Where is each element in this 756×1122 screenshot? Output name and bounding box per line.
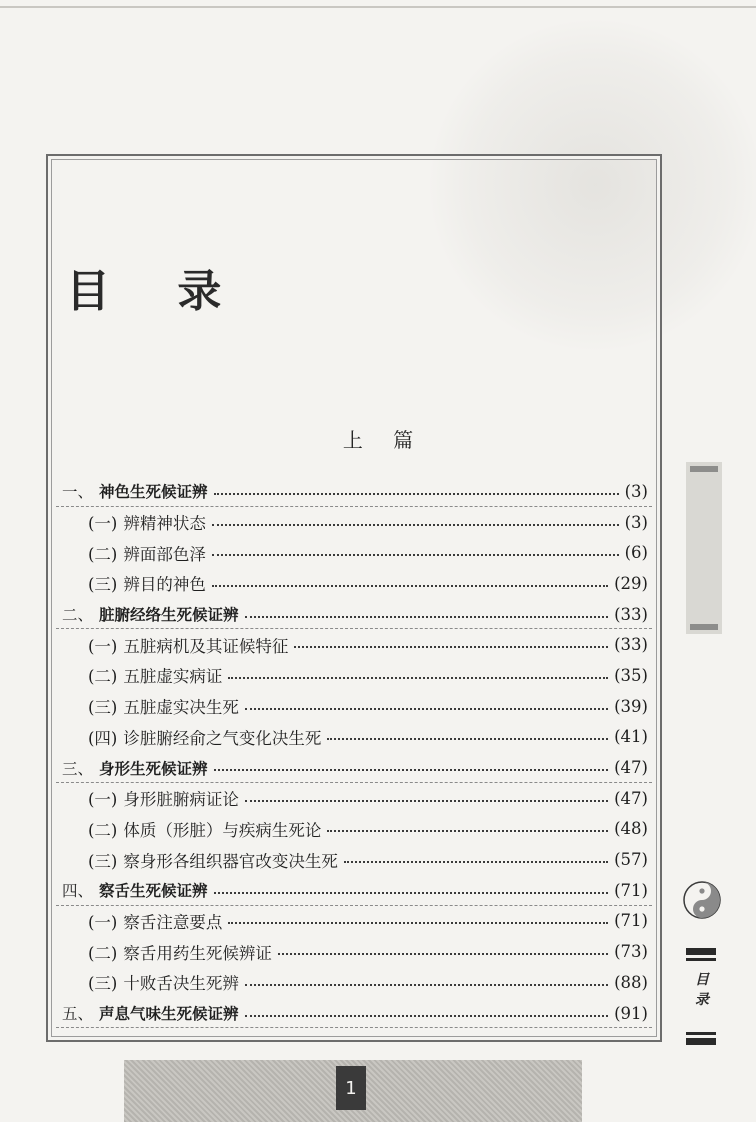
- toc-entry-number: 一、: [62, 483, 94, 502]
- toc-entry-label: [88, 786, 239, 810]
- toc-entry-text: 诊脏腑经俞之气变化决生死: [123, 728, 322, 748]
- toc-entry-text: 身形生死候证辨: [99, 759, 208, 778]
- toc-chapter-row[interactable]: [62, 875, 648, 906]
- toc-entry-label: [62, 1002, 239, 1024]
- toc-subsection-row[interactable]: [62, 691, 648, 722]
- toc-page-number: (71): [614, 911, 648, 931]
- section-heading-left: 上: [342, 428, 363, 452]
- toc-entry-text: 辨目的神色: [123, 575, 206, 595]
- toc-subsection-row[interactable]: [62, 568, 648, 599]
- toc-entry-number: 五、: [62, 1005, 94, 1024]
- toc-subsection-row[interactable]: [62, 814, 648, 845]
- toc-entry-label: [88, 817, 321, 841]
- toc-entry-text: 体质（形脏）与疾病生死论: [123, 820, 322, 840]
- toc-page-number: (29): [614, 573, 648, 593]
- toc-subsection-row[interactable]: [62, 537, 648, 568]
- toc-subsection-row[interactable]: [62, 660, 648, 691]
- toc-entry-label: [88, 909, 222, 933]
- page-number: 1: [336, 1066, 366, 1110]
- toc-subsection-row[interactable]: [62, 967, 648, 998]
- toc-page-number: (39): [614, 696, 648, 716]
- toc-entry-label: [88, 510, 206, 534]
- toc-chapter-row[interactable]: [62, 599, 648, 630]
- toc-dot-leader: [214, 768, 609, 771]
- taiji-icon: [682, 880, 722, 920]
- toc-subsection-row[interactable]: [62, 722, 648, 753]
- toc-entry-label: [88, 725, 321, 749]
- toc-entry-label: [88, 970, 239, 994]
- side-label: 目录: [695, 972, 709, 1008]
- toc-entry-label: [88, 571, 206, 595]
- toc-entry-number: (二): [88, 544, 118, 564]
- toc-dot-leader: [212, 584, 608, 587]
- toc-entry-number: (三): [88, 851, 118, 871]
- toc-entry-text: 脏腑经络生死候证辨: [99, 606, 239, 625]
- toc-entry-label: [62, 603, 239, 625]
- toc-dot-leader: [212, 553, 619, 556]
- toc-page-number: (47): [614, 758, 648, 778]
- top-edge-rule: [0, 6, 756, 8]
- toc-entry-number: (二): [88, 820, 118, 840]
- toc-entry-text: 五脏病机及其证候特征: [123, 636, 289, 656]
- toc-page-number: (33): [614, 604, 648, 624]
- toc-chapter-row[interactable]: [62, 476, 648, 507]
- toc-entry-label: [62, 879, 208, 901]
- toc-dot-leader: [327, 737, 608, 740]
- toc-entry-number: (一): [88, 912, 118, 932]
- toc-entry-text: 神色生死候证辨: [99, 483, 208, 502]
- toc-dot-leader: [228, 921, 608, 924]
- toc-dot-leader: [245, 707, 608, 710]
- toc-subsection-row[interactable]: [62, 936, 648, 967]
- side-bar-bottom: [686, 1038, 716, 1045]
- toc-entry-number: 三、: [62, 759, 94, 778]
- toc-dot-leader: [327, 829, 608, 832]
- toc-entry-text: 五脏虚实病证: [123, 667, 223, 687]
- toc-entry-text: 辨精神状态: [123, 514, 206, 534]
- toc-page-number: (48): [614, 819, 648, 839]
- toc-subsection-row[interactable]: [62, 507, 648, 538]
- toc-dot-leader: [214, 891, 609, 894]
- toc-dot-leader: [344, 860, 608, 863]
- section-heading-right: 篇: [393, 428, 414, 452]
- toc-entry-text: 察舌生死候证辨: [99, 882, 208, 901]
- toc-dot-leader: [278, 952, 608, 955]
- toc-subsection-row[interactable]: [62, 629, 648, 660]
- toc-entry-label: [88, 541, 206, 565]
- toc-entry-text: 五脏虚实决生死: [123, 698, 239, 718]
- toc-chapter-row[interactable]: [62, 998, 648, 1029]
- toc-dot-leader: [245, 1014, 609, 1017]
- toc-subsection-row[interactable]: [62, 906, 648, 937]
- toc-dot-leader: [214, 492, 619, 495]
- toc-chapter-row[interactable]: [62, 752, 648, 783]
- toc-subsection-row[interactable]: [62, 844, 648, 875]
- side-bar-top-thin: [686, 958, 716, 961]
- toc-entry-text: 察舌用药生死候辨证: [123, 943, 272, 963]
- toc-entry-text: 身形脏腑病证论: [123, 790, 239, 810]
- side-bar-top: [686, 948, 716, 955]
- toc-page-number: (57): [614, 850, 648, 870]
- toc-dot-leader: [212, 523, 619, 526]
- toc-entry-text: 十败舌决生死辨: [123, 974, 239, 994]
- toc-page-number: (88): [614, 972, 648, 992]
- toc-entry-number: (一): [88, 514, 118, 534]
- toc-page-number: (41): [614, 727, 648, 747]
- toc-entry-label: [88, 663, 222, 687]
- page-title: 目 录: [66, 266, 248, 317]
- toc-entry-label: [62, 757, 208, 779]
- section-heading: [0, 424, 756, 453]
- side-bar-bottom-thin: [686, 1032, 716, 1035]
- toc-entry-number: (三): [88, 698, 118, 718]
- toc-dot-leader: [228, 676, 608, 679]
- toc-entry-number: (一): [88, 790, 118, 810]
- toc-entry-text: 声息气味生死候证辨: [99, 1005, 239, 1024]
- toc-entry-text: 察身形各组织器官改变决生死: [123, 851, 338, 871]
- toc-subsection-row[interactable]: [62, 783, 648, 814]
- toc-page-number: (3): [624, 512, 648, 532]
- toc-entry-text: 辨面部色泽: [123, 544, 206, 564]
- side-tab-decoration: [686, 462, 722, 634]
- toc-entry-number: (二): [88, 943, 118, 963]
- toc-page-number: (91): [614, 1003, 648, 1023]
- toc-entry-label: [88, 848, 338, 872]
- toc-entry-label: [88, 940, 272, 964]
- toc-entry-number: (一): [88, 636, 118, 656]
- toc-entry-label: [62, 480, 208, 502]
- toc-page-number: (73): [614, 942, 648, 962]
- toc-entry-label: [88, 633, 288, 657]
- toc-entry-number: (三): [88, 575, 118, 595]
- toc-dot-leader: [245, 615, 609, 618]
- toc-dot-leader: [245, 983, 608, 986]
- toc-entry-number: 二、: [62, 606, 94, 625]
- toc-dot-leader: [294, 645, 608, 648]
- toc-entry-number: (三): [88, 974, 118, 994]
- toc-page-number: (35): [614, 665, 648, 685]
- toc-entry-label: [88, 694, 239, 718]
- toc-entry-number: 四、: [62, 882, 94, 901]
- toc-page-number: (33): [614, 635, 648, 655]
- toc-dot-leader: [245, 799, 608, 802]
- table-of-contents: [62, 476, 648, 1028]
- toc-page-number: (47): [614, 788, 648, 808]
- toc-page-number: (6): [624, 543, 648, 563]
- toc-page-number: (71): [614, 880, 648, 900]
- toc-page-number: (3): [624, 481, 648, 501]
- toc-entry-number: (四): [88, 728, 118, 748]
- toc-entry-number: (二): [88, 667, 118, 687]
- toc-entry-text: 察舌注意要点: [123, 912, 223, 932]
